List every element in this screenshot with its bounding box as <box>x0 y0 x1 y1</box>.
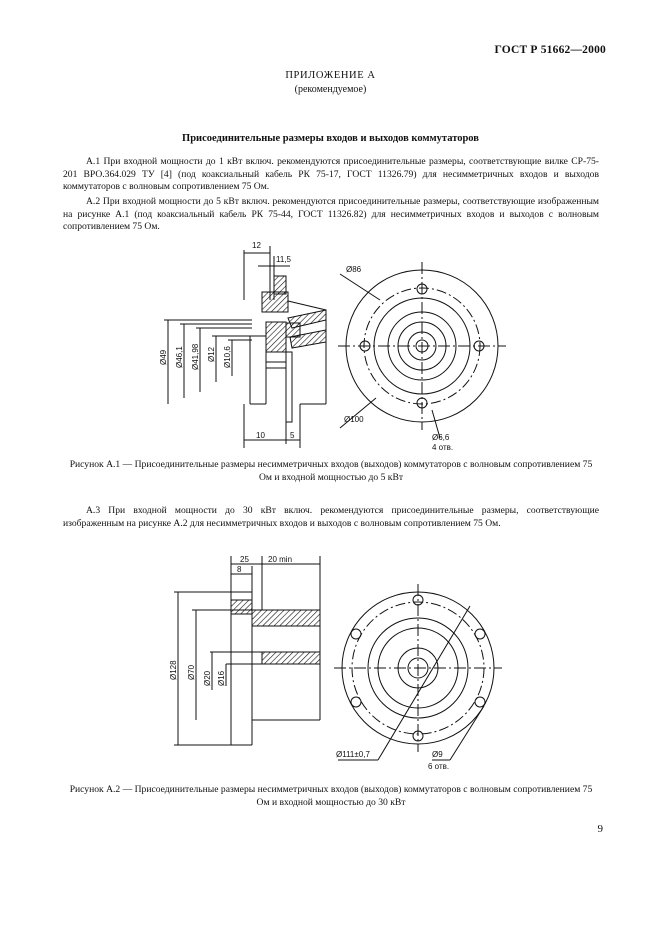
dim-d6-6: Ø6,6 <box>432 433 450 442</box>
paragraph-a3: А.3 При входной мощности до 30 кВт включ. рекомендуются присоединительные размеры, соответствующие изображенным на рисунке А.2 для несимметричных входов и выходов с волновым сопротивлением 75 Ом. <box>63 505 599 529</box>
figure-a2-drawing <box>150 548 520 780</box>
dim-d20: Ø20 <box>203 670 212 686</box>
figure-a1-section-view <box>164 246 326 448</box>
dim-d12: Ø12 <box>207 346 216 362</box>
dim-d128: Ø128 <box>169 660 178 680</box>
dim-holes-6: 6 отв. <box>428 762 450 771</box>
dim-d70: Ø70 <box>187 664 196 680</box>
dim-12: 12 <box>252 241 261 250</box>
dim-d41-98: Ø41,98 <box>191 343 200 370</box>
dim-25: 25 <box>240 555 249 564</box>
figure-a1-caption: Рисунок А.1 — Присоединительные размеры несимметричных входов (выходов) коммутаторов с волновым сопротивлением 75 Ом и входной мощностью до 5 кВт <box>69 459 593 483</box>
dim-holes-4: 4 отв. <box>432 443 454 452</box>
dim-10: 10 <box>256 431 265 440</box>
figure-a1-front-view <box>338 262 506 438</box>
appendix-title: ПРИЛОЖЕНИЕ А <box>285 70 376 81</box>
section-title: Присоединительные размеры входов и выходов коммутаторов <box>182 133 479 144</box>
dim-d49: Ø49 <box>159 349 168 365</box>
standard-header: ГОСТ Р 51662—2000 <box>494 44 606 56</box>
dim-d16: Ø16 <box>217 670 226 686</box>
dim-11-5: 11,5 <box>276 255 291 264</box>
dim-d100: Ø100 <box>344 415 364 424</box>
dim-5: 5 <box>290 431 295 440</box>
page-number: 9 <box>597 823 603 835</box>
dim-d86: Ø86 <box>346 265 362 274</box>
dim-d9: Ø9 <box>432 750 443 759</box>
dim-20-min: 20 min <box>268 555 293 564</box>
dim-8: 8 <box>237 565 242 574</box>
paragraph-a2: А.2 При входной мощности до 5 кВт включ. рекомендуются присоединительные размеры, соответствующие изображенным на рисунке А.1 (под коаксиальный кабель РК 75-44, ГОСТ 11326.82) для несимметричных входов и выходов с волновым сопротивлением 75 Ом. <box>63 196 599 232</box>
figure-a1-drawing <box>150 238 520 454</box>
figure-a2-caption: Рисунок А.2 — Присоединительные размеры несимметричных входов (выходов) коммутаторов с волновым сопротивлением 75 Ом и входной мощностью до 30 кВт <box>69 784 593 808</box>
dim-d46-1: Ø46,1 <box>175 346 184 368</box>
figure-a2-section-view <box>174 556 320 745</box>
dim-d10-6: Ø10,6 <box>223 346 232 368</box>
dim-d111: Ø111±0,7 <box>336 750 370 759</box>
figure-a2-front-view <box>334 584 502 760</box>
appendix-subtitle: (рекомендуемое) <box>294 84 367 95</box>
paragraph-a1: А.1 При входной мощности до 1 кВт включ. рекомендуются присоединительные размеры, соответствующие вилке СР-75-201 ВРО.364.029 ТУ [4] (под коаксиальный кабель РК 75-17, ГОСТ 11326.79) для несимметричных входов и выходов коммутаторов с волновым сопротивлением 75 Ом. <box>63 156 599 192</box>
